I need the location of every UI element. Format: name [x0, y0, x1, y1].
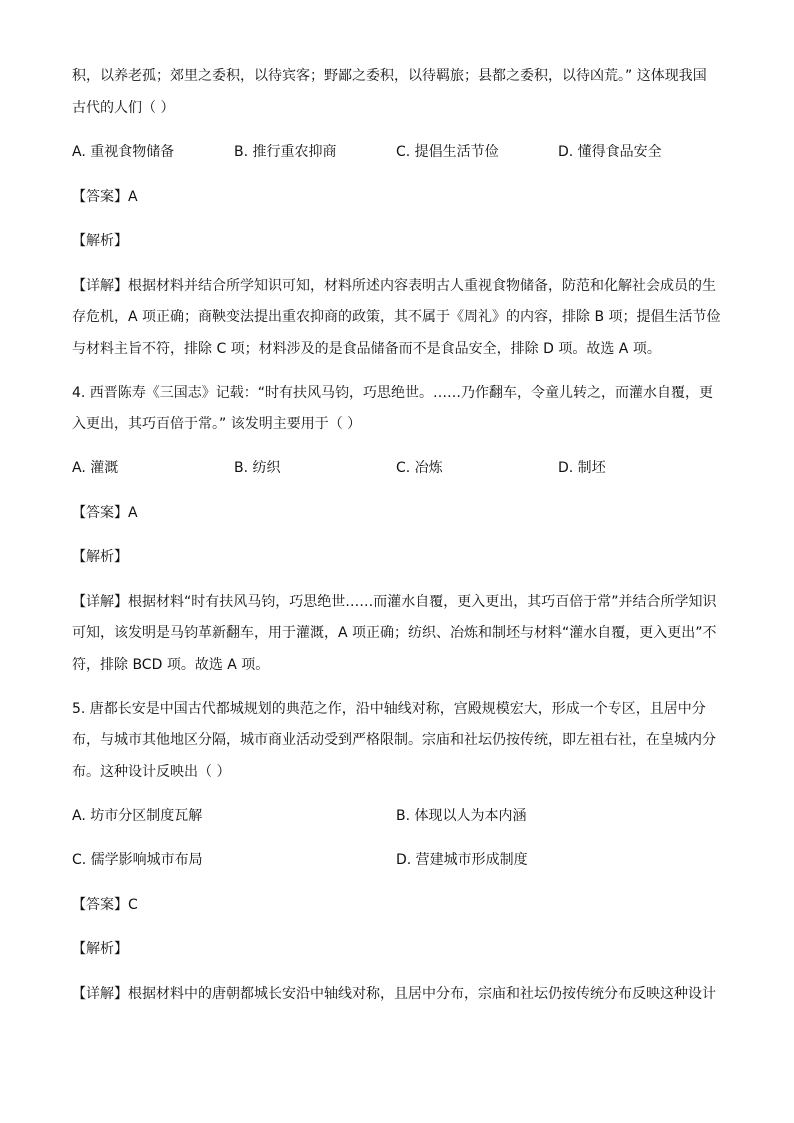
q4-option-b: B. 纺织	[234, 460, 281, 476]
answer-value: C	[128, 897, 138, 913]
q3-option-d: D. 懂得食品安全	[558, 144, 662, 160]
answer-value: A	[128, 189, 138, 205]
q3-analysis-tag: 【解析】	[72, 233, 128, 249]
q5-option-a: A. 坊市分区制度瓦解	[72, 808, 203, 824]
q5-analysis-tag: 【解析】	[72, 941, 128, 957]
q3-detail-line-3: 与材料主旨不符，排除 C 项；材料涉及的是食品储备而不是食品安全，排除 D 项。故选 A 项。	[72, 341, 661, 357]
q3-stem-line-1: 积，以养老孤；郊里之委积，以待宾客；野鄙之委积，以待羁旅；县都之委积，以待凶荒。” 这体现我国	[72, 68, 707, 84]
q5-option-c: C. 儒学影响城市布局	[72, 852, 203, 868]
detail-text: 根据材料“时有扶风马钧，巧思绝世……而灌水自覆，更入更出，其巧百倍于常”并结合所学知识	[128, 594, 717, 610]
q4-detail-line-2: 可知，该发明是马钧革新翻车，用于灌溉，A 项正确；纺织、冶炼和制坯与材料“灌水自覆，更入更出”不	[72, 625, 717, 641]
detail-text: 根据材料中的唐朝都城长安沿中轴线对称，且居中分布，宗庙和社坛仍按传统分布反映这种设计	[128, 986, 716, 1002]
q5-answer	[72, 895, 138, 915]
detail-tag: 【详解】	[72, 594, 128, 610]
q5-stem-line-1: 5. 唐都长安是中国古代都城规划的典范之作，沿中轴线对称，宫殿规模宏大，形成一个专区，且居中分	[72, 701, 706, 717]
q4-option-d: D. 制坯	[558, 460, 606, 476]
answer-tag: 【答案】	[72, 189, 128, 205]
q4-analysis-tag: 【解析】	[72, 549, 128, 565]
q4-answer	[72, 503, 138, 523]
q3-option-b: B. 推行重农抑商	[234, 144, 337, 160]
q3-option-c: C. 提倡生活节俭	[396, 144, 499, 160]
q5-option-b: B. 体现以人为本内涵	[396, 808, 527, 824]
q3-stem-line-2: 古代的人们（ ）	[72, 100, 175, 116]
detail-tag: 【详解】	[72, 278, 128, 294]
q5-stem-line-3: 布。这种设计反映出（ ）	[72, 764, 231, 780]
q4-option-c: C. 冶炼	[396, 460, 443, 476]
answer-value: A	[128, 505, 138, 521]
q5-option-d: D. 营建城市形成制度	[396, 852, 528, 868]
q5-detail-line-1	[72, 984, 716, 1004]
q3-option-a: A. 重视食物储备	[72, 144, 175, 160]
detail-tag: 【详解】	[72, 986, 128, 1002]
q3-detail-line-1	[72, 276, 716, 296]
q4-stem-line-1: 4. 西晋陈寿《三国志》记载：“时有扶风马钧，巧思绝世。……乃作翻车，令童儿转之，而灌水自覆，更	[72, 385, 714, 401]
detail-text: 根据材料并结合所学知识可知，材料所述内容表明古人重视食物储备，防范和化解社会成员的生	[128, 278, 716, 294]
q3-answer	[72, 187, 138, 207]
answer-tag: 【答案】	[72, 505, 128, 521]
q4-detail-line-1	[72, 592, 717, 612]
q4-detail-line-3: 符，排除 BCD 项。故选 A 项。	[72, 657, 270, 673]
answer-tag: 【答案】	[72, 897, 128, 913]
q5-stem-line-2: 布，与城市其他地区分隔，城市商业活动受到严格限制。宗庙和社坛仍按传统，即左祖右社，在皇城内分	[72, 732, 716, 748]
q3-detail-line-2: 存危机，A 项正确；商鞅变法提出重农抑商的政策，其不属于《周礼》的内容，排除 B 项；提倡生活节俭	[72, 309, 721, 325]
q4-option-a: A. 灌溉	[72, 460, 119, 476]
q4-stem-line-2: 入更出，其巧百倍于常。” 该发明主要用于（ ）	[72, 416, 362, 432]
